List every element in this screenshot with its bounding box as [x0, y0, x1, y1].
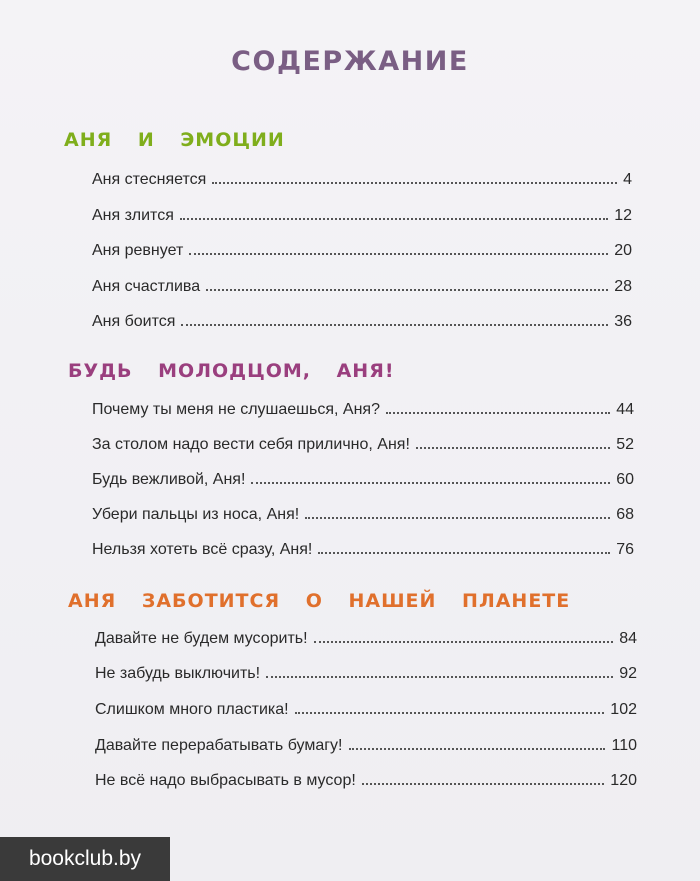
toc-entry[interactable] — [92, 502, 634, 524]
entry-label: Аня боится — [92, 313, 176, 330]
dot-leader — [314, 641, 614, 643]
section-title-well-done: БУДЬ МОЛОДЦОМ, АНЯ! — [68, 360, 395, 382]
toc-entry[interactable] — [92, 238, 632, 260]
entry-label: Нельзя хотеть всё сразу, Аня! — [92, 541, 313, 558]
toc-entry[interactable] — [95, 626, 637, 648]
entry-page-number: 4 — [623, 171, 632, 188]
toc-entry[interactable] — [92, 274, 632, 296]
dot-leader — [189, 253, 608, 255]
entry-page-number: 20 — [614, 242, 632, 259]
entry-label: Давайте не будем мусорить! — [95, 630, 308, 647]
entry-page-number: 102 — [610, 701, 637, 718]
dot-leader — [349, 748, 606, 750]
entry-label: Почему ты меня не слушаешься, Аня? — [92, 401, 380, 418]
entry-label: Аня злится — [92, 207, 174, 224]
entry-label: За столом надо вести себя прилично, Аня! — [92, 436, 410, 453]
entry-page-number: 110 — [611, 737, 637, 754]
dot-leader — [305, 517, 610, 519]
site-watermark: bookclub.by — [0, 837, 170, 881]
page-title: СОДЕРЖАНИЕ — [231, 46, 469, 77]
dot-leader — [386, 412, 610, 414]
entry-page-number: 52 — [616, 436, 634, 453]
entry-page-number: 12 — [614, 207, 632, 224]
toc-entry[interactable] — [92, 309, 632, 331]
entry-label: Не забудь выключить! — [95, 665, 261, 682]
entry-label: Не всё надо выбрасывать в мусор! — [95, 772, 356, 789]
dot-leader — [181, 324, 608, 326]
toc-entry[interactable] — [92, 203, 632, 225]
entry-label: Давайте перерабатывать бумагу! — [95, 737, 343, 754]
entry-label: Аня стесняется — [92, 171, 207, 188]
entry-page-number: 92 — [619, 665, 637, 682]
toc-entry[interactable] — [92, 167, 632, 189]
toc-entry[interactable] — [92, 537, 634, 559]
entry-page-number: 28 — [614, 278, 632, 295]
entry-label: Убери пальцы из носа, Аня! — [92, 506, 300, 523]
entry-label: Будь вежливой, Аня! — [92, 471, 246, 488]
entry-page-number: 84 — [619, 630, 637, 647]
dot-leader — [266, 676, 613, 678]
section-title-emotions: АНЯ И ЭМОЦИИ — [64, 129, 285, 151]
entry-label: Аня счастлива — [92, 278, 201, 295]
entry-page-number: 44 — [616, 401, 634, 418]
dot-leader — [295, 712, 605, 714]
dot-leader — [180, 218, 608, 220]
toc-entry[interactable] — [92, 432, 634, 454]
dot-leader — [206, 289, 608, 291]
entry-page-number: 60 — [616, 471, 634, 488]
dot-leader — [362, 783, 605, 785]
section-title-planet: АНЯ ЗАБОТИТСЯ О НАШЕЙ ПЛАНЕТЕ — [68, 590, 571, 612]
dot-leader — [251, 482, 610, 484]
entry-label: Слишком много пластика! — [95, 701, 289, 718]
toc-entry[interactable] — [92, 397, 634, 419]
dot-leader — [212, 182, 617, 184]
dot-leader — [318, 552, 610, 554]
entry-page-number: 68 — [616, 506, 634, 523]
toc-entry[interactable] — [95, 768, 637, 790]
toc-entry[interactable] — [92, 467, 634, 489]
entry-page-number: 76 — [616, 541, 634, 558]
dot-leader — [416, 447, 610, 449]
toc-entry[interactable] — [95, 661, 637, 683]
entry-page-number: 120 — [610, 772, 637, 789]
entry-page-number: 36 — [614, 313, 632, 330]
entry-label: Аня ревнует — [92, 242, 184, 259]
toc-entry[interactable] — [95, 697, 637, 719]
toc-entry[interactable] — [95, 733, 637, 755]
